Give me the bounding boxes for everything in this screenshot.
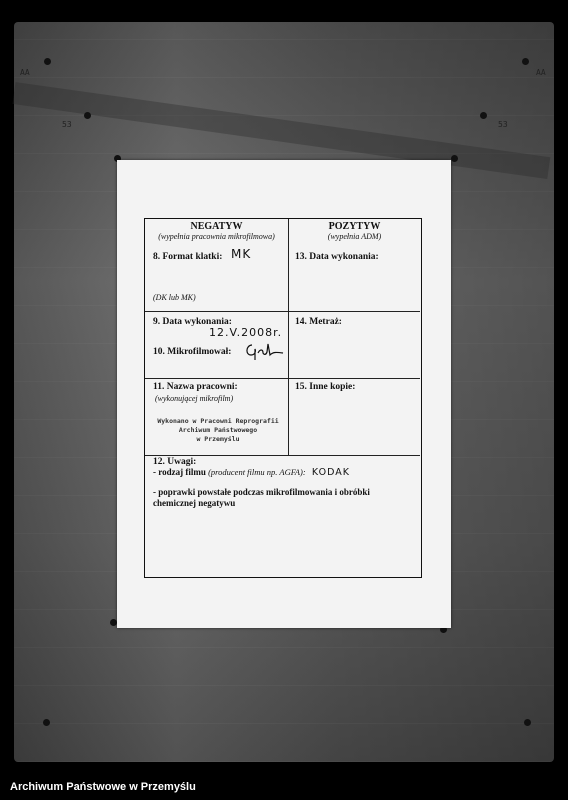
board-pin — [522, 58, 529, 65]
board-mark: 53 — [62, 120, 72, 129]
metraz-cell — [289, 312, 420, 379]
nazwa-pracowni-cell — [145, 379, 289, 456]
stamp-line-2: Archiwum Państwowego — [178, 425, 258, 434]
inne-kopie-label: 15. Inne kopie: — [295, 382, 356, 392]
data-wykonania-9-label: 9. Data wykonania: — [153, 317, 232, 327]
uwagi-cell — [145, 456, 420, 576]
pozytyw-cell — [289, 219, 420, 312]
rodzaj-filmu-line — [153, 467, 350, 478]
metraz-label: 14. Metraż: — [295, 317, 342, 327]
nazwa-pracowni-label: 11. Nazwa pracowni: — [153, 382, 238, 392]
workshop-stamp — [151, 417, 285, 443]
board-pin — [84, 112, 91, 119]
microfilm-form — [144, 218, 422, 578]
mikrofilmowal-label: 10. Mikrofilmował: — [153, 347, 232, 357]
negatyw-title: NEGATYW — [190, 221, 243, 232]
data-wykonania-9-value: 12.V.2008r. — [209, 326, 283, 339]
stamp-line-1: Wykonano w Pracowni Reprografii — [157, 417, 279, 425]
rodzaj-filmu-value: KODAK — [311, 467, 350, 478]
pozytyw-subtitle: (wypełnia ADM) — [327, 232, 382, 241]
negatyw-cell — [145, 219, 289, 312]
format-klatki-note: (DK lub MK) — [153, 293, 196, 302]
format-klatki-value: MK — [231, 247, 252, 261]
nazwa-pracowni-subtitle: (wykonującej mikrofilm) — [155, 394, 234, 403]
inne-kopie-cell — [289, 379, 420, 456]
board-mark: 53 — [498, 120, 508, 129]
board-pin — [44, 58, 51, 65]
negatyw-subtitle: (wypełnia pracownia mikrofilmowa) — [158, 232, 275, 241]
board-mark: AA — [536, 68, 546, 77]
format-klatki-label: 8. Format klatki: — [153, 252, 223, 262]
board-pin — [480, 112, 487, 119]
board-pin — [524, 719, 531, 726]
archive-footer: Archiwum Państwowe w Przemyślu — [10, 781, 196, 793]
stamp-line-3: w Przemyślu — [196, 434, 240, 443]
board-pin — [43, 719, 50, 726]
board-mark: AA — [20, 68, 30, 77]
poprawki-line: - poprawki powstałe podczas mikrofilmowania i obróbki chemicznej negatywu — [153, 487, 370, 509]
document-sheet — [117, 160, 451, 628]
board-pin — [110, 619, 117, 626]
data-wykonania-13-label: 13. Data wykonania: — [295, 252, 379, 262]
board-pin — [451, 155, 458, 162]
signature-mark — [243, 340, 285, 362]
pozytyw-title: POZYTYW — [328, 221, 381, 232]
rodzaj-filmu-label: - rodzaj filmu — [153, 467, 206, 477]
uwagi-label: 12. Uwagi: — [153, 457, 197, 467]
field-9-10-cell — [145, 312, 289, 379]
rodzaj-filmu-hint: (producent filmu np. AGFA): — [208, 467, 306, 477]
